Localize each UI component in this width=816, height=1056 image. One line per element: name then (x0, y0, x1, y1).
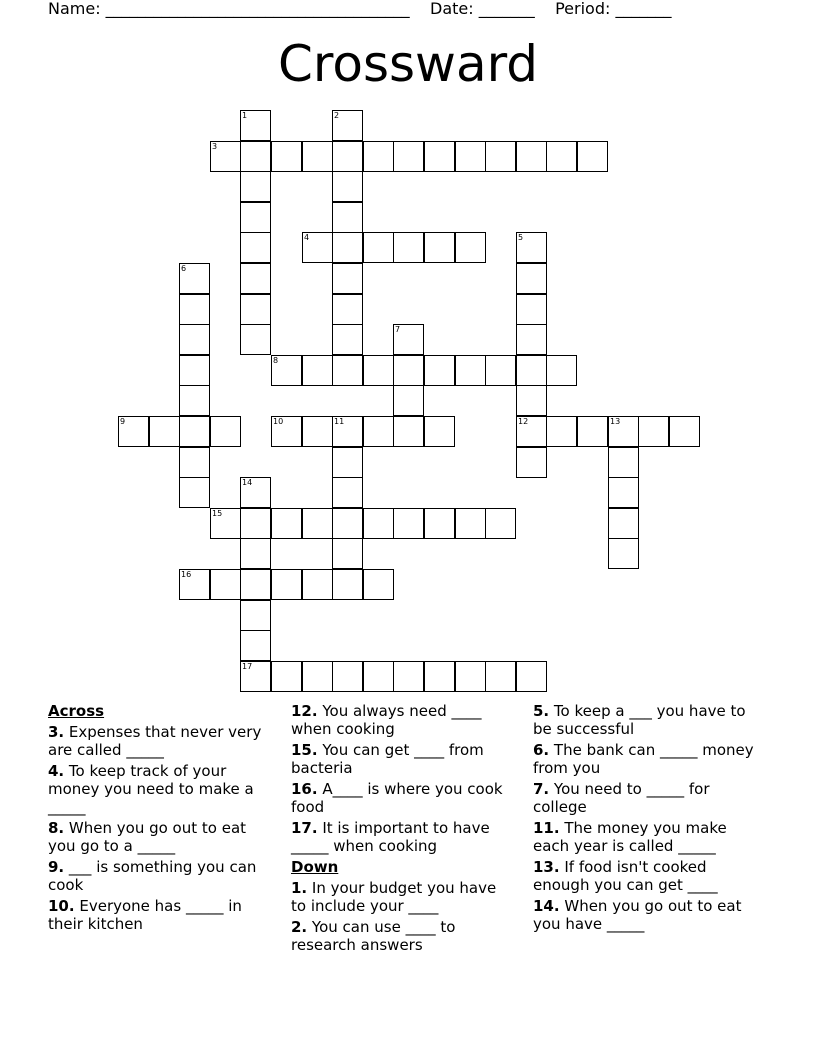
crossword-cell[interactable] (516, 447, 547, 478)
crossword-cell[interactable] (608, 508, 639, 539)
crossword-cell[interactable] (240, 661, 271, 692)
crossword-cell[interactable] (455, 232, 486, 263)
crossword-cell[interactable] (271, 416, 302, 447)
clue-number: 1 (242, 111, 248, 120)
crossword-cell[interactable] (455, 508, 486, 539)
crossword-cell[interactable] (424, 355, 455, 386)
crossword-cell[interactable] (240, 569, 271, 600)
crossword-cell[interactable] (393, 355, 424, 386)
crossword-cell[interactable] (332, 538, 363, 569)
crossword-cell[interactable] (546, 141, 577, 172)
crossword-cell[interactable] (424, 141, 455, 172)
clue-across-12: 12. You always need ____ when cooking (291, 702, 482, 738)
crossword-cell[interactable] (240, 294, 271, 325)
crossword-cell[interactable] (608, 477, 639, 508)
crossword-cell[interactable] (179, 263, 210, 294)
clue-down-1: 1. In your budget you have to include your ____ (291, 879, 497, 915)
crossword-cell[interactable] (210, 416, 241, 447)
crossword-cell[interactable] (179, 569, 210, 600)
crossword-cell[interactable] (332, 355, 363, 386)
crossword-cell[interactable] (363, 508, 394, 539)
crossword-cell[interactable] (179, 324, 210, 355)
crossword-cell[interactable] (271, 569, 302, 600)
across-heading: Across (48, 702, 105, 720)
clue-number: 5 (518, 233, 524, 242)
crossword-cell[interactable] (332, 171, 363, 202)
clue-across-4: 4. To keep track of your money you need to make a _____ (48, 762, 254, 816)
crossword-cell[interactable] (240, 508, 271, 539)
crossword-cell[interactable] (240, 600, 271, 631)
crossword-cell[interactable] (577, 141, 608, 172)
crossword-cell[interactable] (669, 416, 700, 447)
clue-number: 10 (273, 417, 284, 426)
crossword-cell[interactable] (332, 569, 363, 600)
crossword-cell[interactable] (485, 661, 516, 692)
clue-number: 6 (181, 264, 187, 273)
clue-across-8: 8. When you go out to eat you go to a _____ (48, 819, 247, 855)
crossword-cell[interactable] (393, 416, 424, 447)
crossword-cell[interactable] (516, 141, 547, 172)
crossword-cell[interactable] (516, 355, 547, 386)
crossword-cell[interactable] (332, 477, 363, 508)
clue-down-11: 11. The money you make each year is called _____ (533, 819, 727, 855)
crossword-cell[interactable] (424, 232, 455, 263)
crossword-cell[interactable] (240, 232, 271, 263)
crossword-cell[interactable] (332, 110, 363, 141)
crossword-cell[interactable] (516, 294, 547, 325)
clue-across-17: 17. It is important to have _____ when cooking (291, 819, 490, 855)
clue-number: 2 (334, 111, 340, 120)
page-title: Crossward (277, 35, 538, 93)
crossword-cell[interactable] (240, 477, 271, 508)
clue-across-15: 15. You can get ____ from bacteria (291, 741, 484, 777)
crossword-cell[interactable] (393, 508, 424, 539)
crossword-cell[interactable] (485, 141, 516, 172)
crossword-cell[interactable] (210, 141, 241, 172)
crossword-cell[interactable] (393, 232, 424, 263)
crossword-cell[interactable] (302, 569, 333, 600)
crossword-cell[interactable] (516, 385, 547, 416)
clues-column-3 (533, 702, 758, 936)
crossword-cell[interactable] (332, 324, 363, 355)
crossword-cell[interactable] (393, 324, 424, 355)
crossword-cell[interactable] (485, 508, 516, 539)
crossword-cell[interactable] (424, 508, 455, 539)
crossword-cell[interactable] (608, 447, 639, 478)
crossword-cell[interactable] (363, 141, 394, 172)
crossword-cell[interactable] (332, 202, 363, 233)
crossword-cell[interactable] (638, 416, 669, 447)
name-date-period-line: Name: ______________________________________ Date: _______ Period: _______ (48, 0, 672, 18)
crossword-cell[interactable] (240, 538, 271, 569)
clue-number: 16 (181, 570, 192, 579)
crossword-cell[interactable] (210, 569, 241, 600)
crossword-cell[interactable] (608, 416, 639, 447)
crossword-cell[interactable] (149, 416, 180, 447)
crossword-cell[interactable] (455, 141, 486, 172)
clue-down-7: 7. You need to _____ for college (533, 780, 710, 816)
clues-column-2 (291, 702, 516, 957)
crossword-cell[interactable] (455, 661, 486, 692)
clue-down-6: 6. The bank can _____ money from you (533, 741, 754, 777)
clue-number: 14 (242, 478, 253, 487)
crossword-cell[interactable] (179, 447, 210, 478)
crossword-cell[interactable] (546, 355, 577, 386)
clue-across-9: 9. ___ is something you can cook (48, 858, 257, 894)
crossword-cell[interactable] (240, 202, 271, 233)
crossword-cell[interactable] (332, 294, 363, 325)
crossword-cell[interactable] (424, 661, 455, 692)
clue-number: 9 (120, 417, 126, 426)
crossword-cell[interactable] (302, 661, 333, 692)
crossword-cell[interactable] (302, 508, 333, 539)
crossword-cell[interactable] (271, 661, 302, 692)
crossword-cell[interactable] (332, 141, 363, 172)
crossword-cell[interactable] (393, 141, 424, 172)
clue-across-16: 16. A____ is where you cook food (291, 780, 503, 816)
clue-number: 15 (212, 509, 223, 518)
crossword-cell[interactable] (393, 385, 424, 416)
crossword-cell[interactable] (455, 355, 486, 386)
crossword-cell[interactable] (363, 232, 394, 263)
crossword-cell[interactable] (332, 447, 363, 478)
crossword-cell[interactable] (485, 355, 516, 386)
crossword-cell[interactable] (516, 324, 547, 355)
crossword-cell[interactable] (271, 355, 302, 386)
crossword-cell[interactable] (332, 263, 363, 294)
crossword-cell[interactable] (240, 141, 271, 172)
crossword-cell[interactable] (240, 263, 271, 294)
crossword-cell[interactable] (363, 569, 394, 600)
clue-across-3: 3. Expenses that never very are called _____ (48, 723, 262, 759)
clue-number: 4 (304, 233, 310, 242)
crossword-cell[interactable] (179, 355, 210, 386)
crossword-cell[interactable] (363, 416, 394, 447)
clue-down-5: 5. To keep a ___ you have to be successful (533, 702, 746, 738)
clue-number: 7 (395, 325, 401, 334)
crossword-cell[interactable] (332, 232, 363, 263)
clue-number: 13 (610, 417, 621, 426)
crossword-cell[interactable] (424, 416, 455, 447)
crossword-cell[interactable] (516, 416, 547, 447)
crossword-cell[interactable] (179, 477, 210, 508)
crossword-cell[interactable] (302, 232, 333, 263)
clue-down-2: 2. You can use ____ to research answers (291, 918, 456, 954)
clue-down-13: 13. If food isn't cooked enough you can get ____ (533, 858, 718, 894)
crossword-cell[interactable] (516, 232, 547, 263)
down-heading: Down (291, 858, 339, 876)
crossword-cell[interactable] (393, 661, 424, 692)
clue-number: 17 (242, 662, 253, 671)
crossword-cell[interactable] (179, 385, 210, 416)
crossword-cell[interactable] (363, 661, 394, 692)
crossword-cell[interactable] (516, 661, 547, 692)
crossword-cell[interactable] (302, 416, 333, 447)
crossword-cell[interactable] (363, 355, 394, 386)
crossword-cell[interactable] (546, 416, 577, 447)
clue-across-10: 10. Everyone has _____ in their kitchen (48, 897, 242, 933)
clue-number: 12 (518, 417, 529, 426)
crossword-cell[interactable] (240, 110, 271, 141)
crossword-cell[interactable] (271, 508, 302, 539)
crossword-cell[interactable] (240, 324, 271, 355)
crossword-cell[interactable] (608, 538, 639, 569)
crossword-cell[interactable] (302, 141, 333, 172)
clue-number: 11 (334, 417, 345, 426)
crossword-cell[interactable] (332, 508, 363, 539)
crossword-cell[interactable] (240, 630, 271, 661)
clue-down-14: 14. When you go out to eat you have _____ (533, 897, 742, 933)
crossword-cell[interactable] (332, 661, 363, 692)
clues-column-1 (48, 702, 273, 936)
clue-number: 8 (273, 356, 279, 365)
crossword-cell[interactable] (332, 416, 363, 447)
crossword-cell[interactable] (577, 416, 608, 447)
crossword-cell[interactable] (179, 294, 210, 325)
crossword-cell[interactable] (210, 508, 241, 539)
crossword-cell[interactable] (179, 416, 210, 447)
crossword-cell[interactable] (118, 416, 149, 447)
crossword-cell[interactable] (240, 171, 271, 202)
crossword-cell[interactable] (271, 141, 302, 172)
crossword-cell[interactable] (516, 263, 547, 294)
crossword-cell[interactable] (302, 355, 333, 386)
clue-number: 3 (212, 142, 218, 151)
